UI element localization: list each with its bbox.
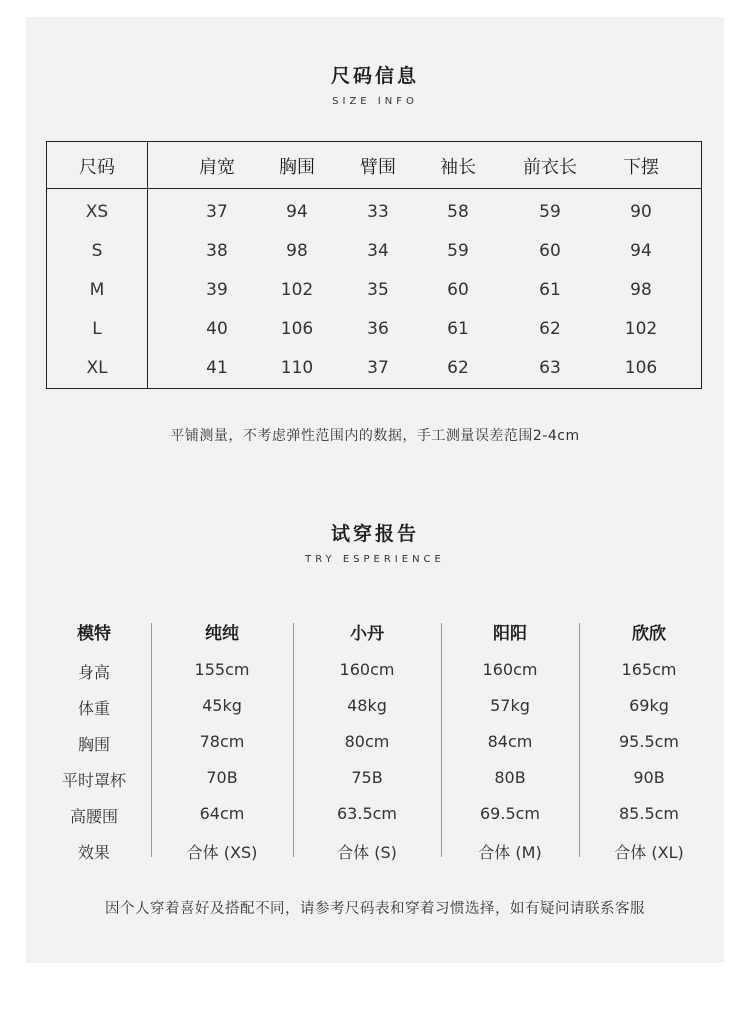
fit-advice-note: 因个人穿着喜好及搭配不同，请参考尺码表和穿着习惯选择，如有疑问请联系客服 [105,901,645,917]
model-name: 纯纯 [205,624,239,644]
column-divider [151,623,152,857]
try-cell: 84cm [487,732,533,751]
size-cell: 94 [286,202,308,222]
size-cell: 37 [206,202,228,222]
try-cell: 57kg [490,696,530,715]
try-cell: 80B [494,768,526,787]
size-info-heading [26,61,724,107]
size-cell: 40 [206,319,228,339]
try-cell: 64cm [199,804,245,823]
size-info-subtitle: SIZE INFO [332,96,418,107]
size-cell: 33 [367,202,389,222]
size-cell: 98 [630,280,652,300]
try-cell: 160cm [339,660,395,679]
size-cell: 37 [367,358,389,378]
try-cell: 95.5cm [618,732,680,751]
size-cell: 62 [447,358,469,378]
size-cell: 39 [206,280,228,300]
size-cell: 38 [206,241,228,261]
try-cell: 69.5cm [479,804,541,823]
size-cell: 62 [539,319,561,339]
try-row-label: 平时罩杯 [61,771,127,790]
size-cell: 41 [206,358,228,378]
size-info-title: 尺码信息 [330,65,419,87]
try-report-subtitle: TRY ESPERIENCE [305,554,445,565]
size-cell: 59 [539,202,561,222]
size-cell: 58 [447,202,469,222]
size-cell: 98 [286,241,308,261]
try-cell: 78cm [199,732,245,751]
size-cell: XS [85,202,109,222]
size-cell: 59 [447,241,469,261]
column-divider [293,623,294,857]
try-cell: 48kg [347,696,387,715]
size-cell: M [89,280,105,300]
size-cell: 35 [367,280,389,300]
try-cell: 合体 (S) [337,843,397,862]
size-cell: 110 [280,358,314,378]
size-header-sleeve: 袖长 [440,157,476,178]
size-cell: S [91,241,103,261]
size-cell: 102 [280,280,314,300]
try-cell: 合体 (XL) [614,843,684,862]
size-table-divider [147,142,148,388]
try-cell: 75B [351,768,383,787]
size-cell: 61 [539,280,561,300]
column-divider [441,623,442,857]
size-header-arm: 臂围 [360,157,396,178]
size-header-size: 尺码 [79,157,115,178]
try-cell: 165cm [621,660,677,679]
try-cell: 155cm [194,660,250,679]
model-name: 阳阳 [493,624,527,644]
try-cell: 69kg [629,696,669,715]
try-cell: 合体 (XS) [186,843,258,862]
size-cell: XL [86,358,108,378]
try-row-label: 胸围 [77,735,111,754]
try-row-label: 身高 [77,663,111,682]
try-row-label: 高腰围 [69,807,119,826]
try-cell: 70B [206,768,238,787]
size-table [46,141,702,389]
size-cell: L [92,319,102,339]
size-chart-panel [26,17,724,963]
size-cell: 60 [447,280,469,300]
size-cell: 63 [539,358,561,378]
try-cell: 合体 (M) [478,843,542,862]
size-cell: 106 [280,319,314,339]
try-cell: 45kg [202,696,242,715]
try-cell: 63.5cm [336,804,398,823]
size-cell: 60 [539,241,561,261]
try-cell: 90B [633,768,665,787]
try-report-heading [26,519,724,565]
try-cell: 160cm [482,660,538,679]
try-cell: 85.5cm [618,804,680,823]
size-cell: 102 [624,319,658,339]
model-name: 小丹 [350,624,384,644]
size-header-bust: 胸围 [279,157,315,178]
size-cell: 36 [367,319,389,339]
size-cell: 90 [630,202,652,222]
column-divider [579,623,580,857]
try-report-title: 试穿报告 [330,523,419,545]
size-cell: 61 [447,319,469,339]
try-cell: 80cm [344,732,390,751]
size-header-shoulder: 肩宽 [199,157,235,178]
try-row-label: 体重 [77,699,111,718]
size-cell: 106 [624,358,658,378]
size-header-hem: 下摆 [623,157,659,178]
size-header-front-length: 前衣长 [523,157,577,178]
measurement-note: 平铺测量，不考虑弹性范围内的数据，手工测量误差范围2-4cm [170,428,580,444]
try-row-label: 效果 [77,843,111,862]
model-name: 欣欣 [632,624,666,644]
size-cell: 94 [630,241,652,261]
size-table-header-rule [47,188,701,189]
size-cell: 34 [367,241,389,261]
model-header-label: 模特 [77,624,111,644]
